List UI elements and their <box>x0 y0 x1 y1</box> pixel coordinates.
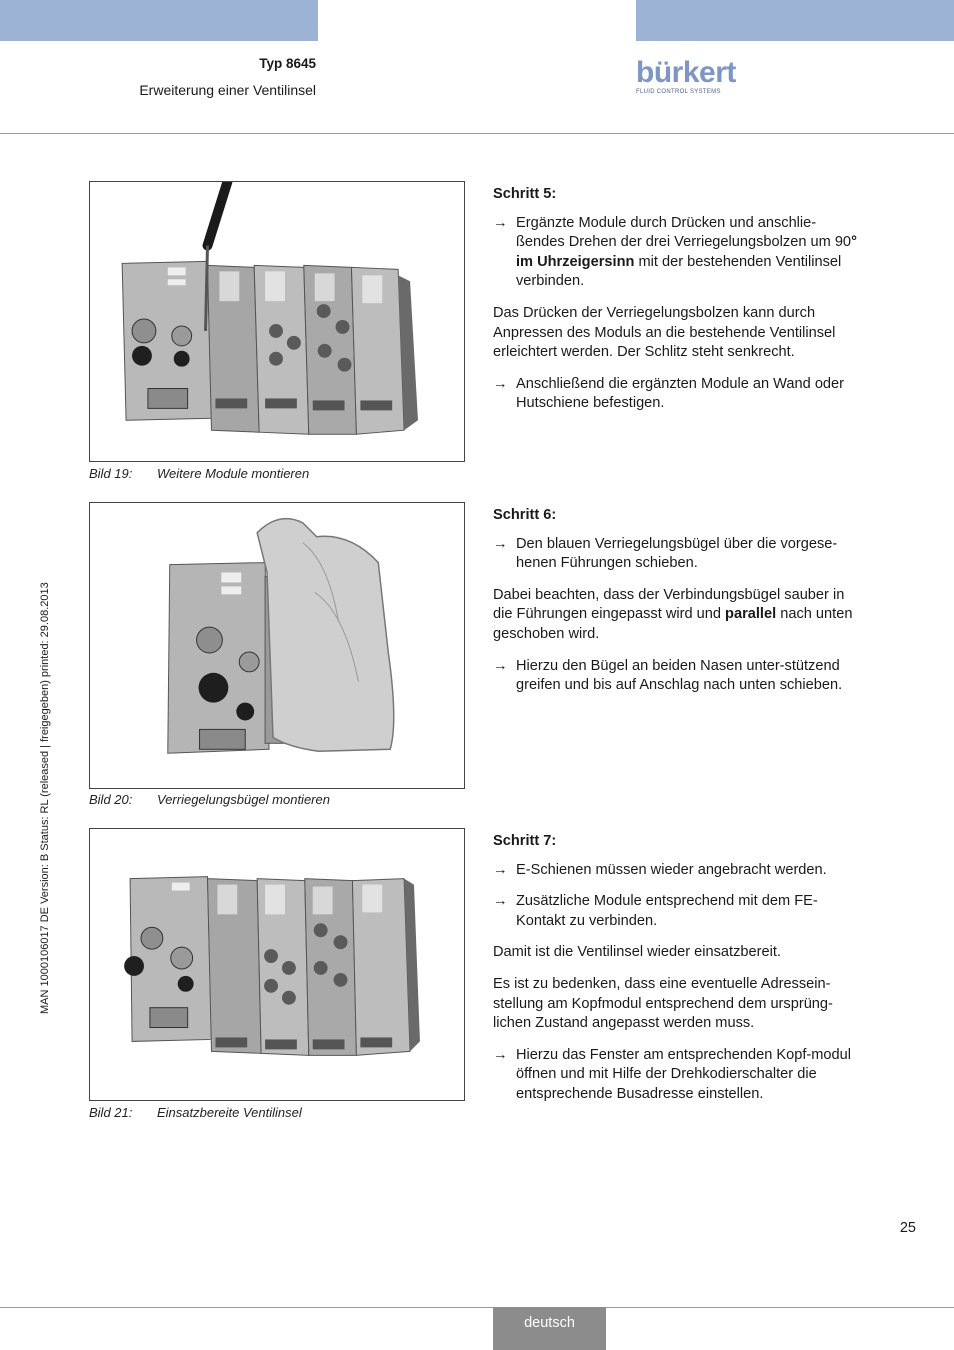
arrow-icon: → <box>493 214 508 231</box>
arrow-icon: → <box>493 375 508 392</box>
language-tab: deutsch <box>493 1307 606 1350</box>
step-6-note <box>493 586 863 645</box>
step-7-instruction-1-text: E-Schienen müssen wieder angebracht werden. <box>516 861 827 878</box>
figure-21-number: Bild 21: <box>89 1105 133 1120</box>
valve-island-photo-21 <box>90 829 464 1100</box>
step-7-note-2: Es ist zu bedenken, dass eine eventuelle Adressein-stellung am Kopfmodul entsprechend dem ursprüng-lichen Zustand angepasst werden muss. <box>493 975 833 1032</box>
arrow-icon: → <box>493 657 508 674</box>
step-6-instruction-1 <box>493 535 863 574</box>
step-7-instruction-2 <box>493 892 863 931</box>
figure-19-number: Bild 19: <box>89 466 133 481</box>
header-accent-bar-left <box>0 0 318 41</box>
arrow-icon: → <box>493 535 508 552</box>
valve-island-photo-20 <box>90 503 464 788</box>
arrow-icon: → <box>493 1046 508 1063</box>
step-6-note-emphasis: parallel <box>725 606 777 623</box>
step-6-note-text: Dabei beachten, dass der Verbindungsbügel sauber in die Führungen eingepasst wird und <box>493 586 845 623</box>
step-6-section <box>493 506 863 708</box>
arrow-icon: → <box>493 861 508 878</box>
page-number: 25 <box>899 1220 916 1236</box>
logo-tagline: FLUID CONTROL SYSTEMS <box>636 89 721 95</box>
step-7-instruction-3-text: Hierzu das Fenster am entsprechenden Kopf-modul öffnen und mit Hilfe der Drehkodierschalter die entsprechende Busadresse einstellen. <box>516 1046 852 1102</box>
step-7-title: Schritt 7: <box>493 833 557 849</box>
figure-21-photo <box>89 828 465 1101</box>
figure-21-caption <box>89 1105 302 1120</box>
step-6-instruction-2 <box>493 657 863 696</box>
figure-19-caption <box>89 466 309 481</box>
arrow-icon: → <box>493 893 508 910</box>
document-subtitle: Erweiterung einer Ventilinsel <box>139 82 316 98</box>
step-5-instruction-1-emphasis: ° im Uhrzeigersinn <box>516 234 857 270</box>
figure-19-photo <box>89 181 465 462</box>
step-7-instruction-2-text: Zusätzliche Module entsprechend mit dem FE-Kontakt zu verbinden. <box>516 893 818 929</box>
step-7-section <box>493 832 863 1117</box>
step-5-title: Schritt 5: <box>493 186 557 202</box>
figure-20-caption <box>89 792 330 807</box>
step-7-instruction-1 <box>493 861 863 881</box>
valve-island-photo-19 <box>90 182 464 461</box>
burkert-logo <box>636 58 736 95</box>
step-5-instruction-1-tail: mit der bestehenden Ventilinsel verbinden. <box>516 253 842 290</box>
step-5-section <box>493 185 863 426</box>
step-6-note-tail: nach unten geschoben wird. <box>493 606 853 642</box>
step-5-instruction-2-text: Anschließend die ergänzten Module an Wand oder Hutschiene befestigen. <box>516 375 845 412</box>
figure-21-caption-text: Einsatzbereite Ventilinsel <box>157 1105 302 1120</box>
step-5-instruction-1-text: Ergänzte Module durch Drücken und anschlie-ßendes Drehen der drei Verriegelungsbolzen um 90 <box>516 214 852 251</box>
logo-wordmark: bürkert <box>636 56 736 89</box>
document-print-metadata: MAN 1000106017 DE Version: B Status: RL (released | freigegeben) printed: 29.08.2013 <box>39 582 51 1014</box>
figure-20-photo <box>89 502 465 789</box>
step-7-instruction-3 <box>493 1046 863 1105</box>
step-6-title: Schritt 6: <box>493 507 557 523</box>
step-7-note-1: Damit ist die Ventilinsel wieder einsatzbereit. <box>493 944 781 961</box>
step-6-instruction-2-text: Hierzu den Bügel an beiden Nasen unter-stützend greifen und bis auf Anschlag nach unten schieben. <box>516 657 843 694</box>
figure-19-caption-text: Weitere Module montieren <box>157 466 310 481</box>
figure-20-caption-text: Verriegelungsbügel montieren <box>157 792 330 807</box>
step-6-instruction-1-text: Den blauen Verriegelungsbügel über die vorgese-henen Führungen schieben. <box>516 535 838 572</box>
step-5-instruction-2 <box>493 375 863 414</box>
step-5-note: Das Drücken der Verriegelungsbolzen kann durch Anpressen des Moduls an die bestehende Ventilinsel erleichtert werden. Der Schlitz steht senkrecht. <box>493 304 836 361</box>
step-5-instruction-1 <box>493 214 863 292</box>
header-divider <box>0 133 954 134</box>
figure-20-number: Bild 20: <box>89 792 133 807</box>
header-accent-bar-right <box>636 0 954 41</box>
document-type: Typ 8645 <box>259 56 316 71</box>
footer-divider <box>0 1307 954 1308</box>
